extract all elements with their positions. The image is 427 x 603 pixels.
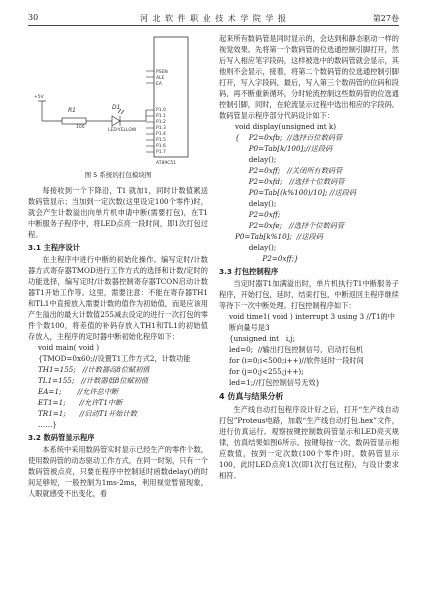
ale-label: ALE [156,76,165,81]
pin-label: P1.4 [156,132,166,137]
pin-label: P1.1 [156,114,166,119]
code-line: for (i=0;i<500;i++)//软件延时一段时间 [229,356,364,365]
paragraph: 起来所有数码管是同时显示的，会达到和静态驱动一样的视觉效果。先将第一个数码管的位选通控制引脚打开，然后写入相应笔字段码，这样被选中的数码管就会显示，其他则不会显示，接着，将第二个数码管的位选通控制引脚打开，写入字段码，最后，写入第三个数码管的位码和段码，再不断重新循环，分时轮流控制这些数码管的位选通控制引脚，同时，在轮流显示过程中选出相应的字段码。数码管显示程序部分代码设计如下： [219,34,399,120]
code-block [219,121,399,264]
pin-label: P1.2 [156,120,166,125]
journal-title: 河 北 软 件 职 业 技 术 学 院 学 报 [140,14,287,23]
paragraph: 在主程序中进行中断的初始化操作。编写定时/计数器方式寄存器TMOD进行工作方式的选择和计数/定时的功能选择，编写定时/计数器控制寄存器TCON启动计数器T1开始工作等。这里，需要注意：不能在寄存器TH1和TL1中直接放入需要计数的值作为初始值，而是应该用产生溢出的最大计数值255减去设定的进行一次打包的零件个数100，将差值的补码存放入TH1和TL1的初始值存放入，主程序的定时器中断初始化程序如下： [28,255,208,341]
paragraph: 每接收到一个下降沿，T1 就加1，同时计数值累送数码管显示；当加到一定次数(这里设定100个零件)时，就会产生计数溢出向单片机申请中断(需要打包)，在T1 中断服务子程序中，将LED点亮一段时间，即1次打包过程。 [28,186,208,239]
pin-label: P1.7 [156,150,166,155]
led-label: LED-YELLOW [108,128,137,133]
code-line: {TMOD=0x60;//设置T1工作方式2，计数功能 [38,354,191,363]
volume-label: 第27卷 [372,14,399,23]
figure-caption: 图 5 系统的打包模块图 [84,171,152,179]
code-line: {unsigned int i,j; [229,334,296,343]
code-line: delay(); [235,155,277,164]
code-line: P2=0xfe; //选择个位数码管 [235,221,345,230]
right-column [219,33,399,481]
header-rule [28,25,399,26]
code-line: TH1=155; //计数器高8位赋初值 [38,365,150,374]
code-line: led=1;//打包控制信号无效} [229,378,321,387]
code-line: P0=Tab[k/100];//送段码 [235,144,333,153]
code-line: { P2=0xfb; //选择百位数码管 [235,133,343,142]
page-number: 30 [28,13,39,22]
code-block [28,342,208,430]
section-heading: 3.3 打包控制程序 [219,267,279,276]
r1-value: 100 [76,125,85,130]
pin-label: P1.6 [156,144,166,149]
pin-label: P1.0 [156,108,166,113]
code-line: for (j=0;j<255;j++); [229,367,304,376]
code-line: EA=1; //允许总中断 [38,387,119,396]
code-line: TL1=155; //计数器低8位赋初值 [38,376,149,385]
pin-label: P1.5 [156,138,166,143]
running-header [28,13,399,25]
code-line: void time1( void ) interrupt 3 using 3 //T1的中断向量号是3 [229,312,395,332]
code-line: delay(); [235,199,277,208]
code-line: void display(unsigned int k) [235,122,337,131]
d1-label: D1 [112,104,121,111]
paragraph: 生产线自动打包程序设计好之后，打开“生产线自动打包”Proteus电路，加载“生产线自动打包.hex”文件，进行仿真运行。观察按键控制数码管显示和LED亮灭规律，仿真结果如图6所示。按键每按一次，数码管显示相应数值，按到一定次数(100个零件)时，数码管显示100，此时LED点亮1次(即1次打包过程)，与设计要求相符。 [219,405,399,480]
vcc-label: +5V [34,95,44,100]
pin-label: P1.3 [156,126,166,131]
circuit-diagram [28,33,208,168]
code-line: P2=0xff; //关闭所有数码管 [235,166,343,175]
code-line: ET1=1; //允许T1中断 [38,398,123,407]
code-line: P2=0xfd; //选择十位数码管 [235,177,345,186]
code-line: P0=Tab[(k%100)/10]; //送段码 [235,188,357,197]
code-line: void main( void ) [38,343,100,352]
chip-name: AT89C51 [156,161,177,166]
r1-label: R1 [68,107,76,114]
figure-5 [28,33,208,168]
code-line: P0=Tab[k%10]; //送段码 [235,232,323,241]
code-line: P2=0xff; [235,210,281,219]
section-heading: 3.2 数码管显示程序 [28,433,95,442]
code-line: delay(); [235,243,277,252]
paragraph: 本系统中采用数码管实时显示已经生产的零件个数，使用数码管的动态驱动工作方式，在同一时刻，只有一个数码管被点亮，只要在程序中控制延时函数delay()的时间足够短，一般控制为1ms-2ms，利用视觉暂留现象，人眼就感受不出变化，看 [28,445,208,498]
psen-label: PSEN [156,70,168,75]
code-block [219,311,399,388]
ea-label: EA [156,82,162,87]
code-line: led=0; //输出打包控制信号，启动打包机 [229,345,364,354]
code-line: TR1=1; //启动T1开始计数 [38,409,137,418]
paragraph: 当定时器T1加满溢出时，单片机执行T1中断服务子程序，开始打包，延时，结束打包，中断返回主程序继续等待下一次中断处理。打包控制程序如下： [219,279,399,310]
section-heading: 3.1 主程序设计 [28,243,80,252]
section-heading: 4 仿真与结果分析 [219,392,284,401]
code-line: P2=0xff;} [235,254,299,263]
code-line: ……} [38,420,57,429]
left-column [28,33,208,499]
